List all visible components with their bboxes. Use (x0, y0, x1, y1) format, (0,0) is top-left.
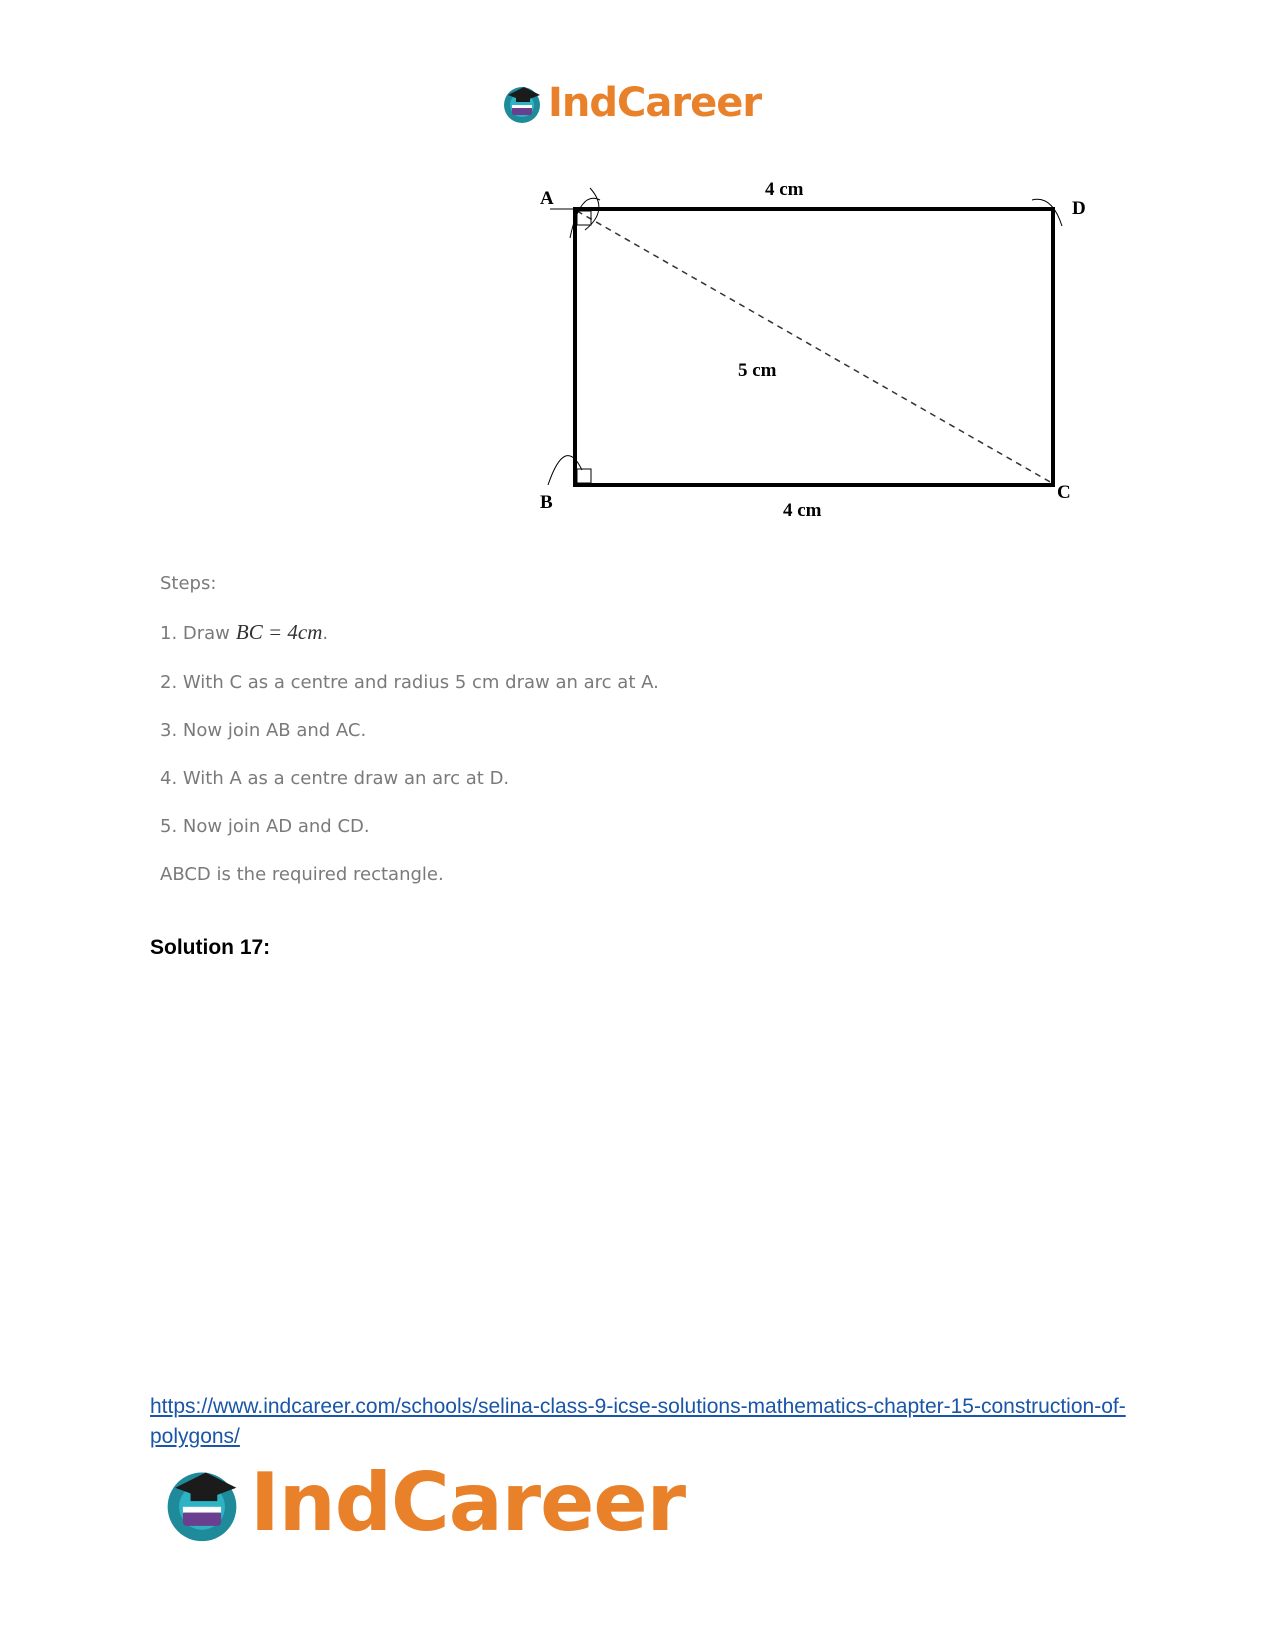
footer-logo (160, 1456, 686, 1549)
bottom-side-label: 4 cm (783, 500, 822, 521)
logo-wordmark: IndCareer (548, 80, 762, 126)
step-1 (160, 620, 328, 645)
right-angle-b (577, 469, 591, 483)
step-1-math: BC = 4cm (235, 620, 323, 644)
diagonal-label: 5 cm (738, 360, 777, 381)
step-1-text: 1. Draw (160, 623, 230, 644)
step-2: 2. With C as a centre and radius 5 cm draw an arc at A. (160, 672, 659, 693)
step-1-suffix: . (322, 623, 329, 644)
conclusion: ABCD is the required rectangle. (160, 864, 444, 885)
top-side-label: 4 cm (765, 180, 804, 200)
vertex-c-label: C (1057, 482, 1071, 503)
step-4: 4. With A as a centre draw an arc at D. (160, 768, 510, 789)
solution-heading: Solution 17: (150, 936, 271, 959)
rectangle-construction-diagram (540, 180, 1140, 540)
steps-heading: Steps: (160, 573, 217, 594)
header-logo (500, 78, 761, 128)
graduation-cap-globe-icon (500, 81, 544, 125)
vertex-d-label: D (1072, 198, 1086, 219)
arc-at-d (1032, 199, 1062, 226)
diagonal-ac (577, 211, 1052, 483)
vertex-b-label: B (540, 492, 553, 513)
step-5: 5. Now join AD and CD. (160, 816, 370, 837)
logo-wordmark: IndCareer (250, 1456, 686, 1549)
source-url-link[interactable]: https://www.indcareer.com/schools/selina-class-9-icse-solutions-mathematics-chapter-15-construction-of-polygons/ (150, 1395, 1126, 1448)
vertex-a-label: A (540, 188, 554, 209)
graduation-cap-globe-icon (160, 1461, 244, 1545)
step-3: 3. Now join AB and AC. (160, 720, 367, 741)
